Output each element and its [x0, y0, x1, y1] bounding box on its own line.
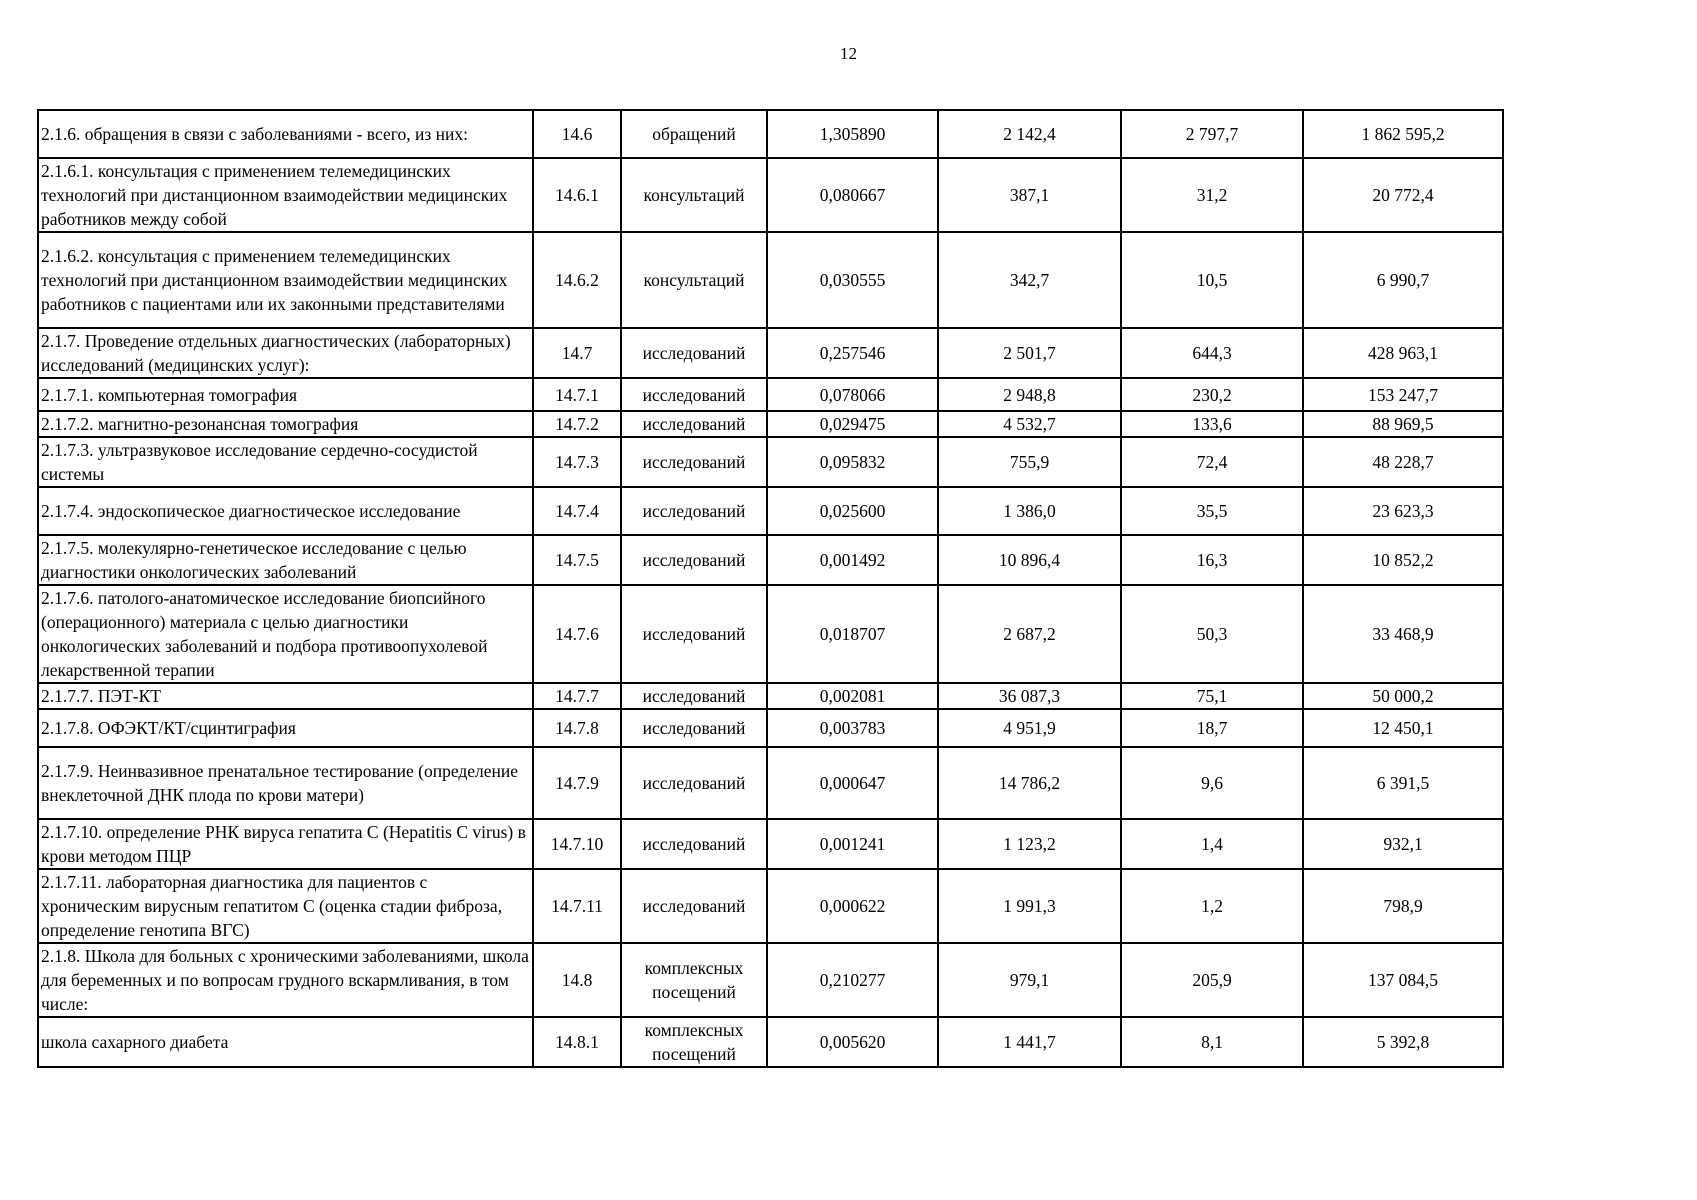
row-code-cell: 14.7.5	[533, 535, 621, 585]
row-value1-cell: 0,002081	[767, 683, 938, 709]
row-name-cell: 2.1.8. Школа для больных с хроническими заболеваниями, школа для беременных и по вопросам грудного вскармливания, в том числе:	[38, 943, 533, 1017]
row-unit-cell: исследований	[621, 535, 767, 585]
table-row	[38, 158, 1503, 232]
row-name-cell: 2.1.6. обращения в связи с заболеваниями - всего, из них:	[38, 110, 533, 158]
row-value4-cell: 1 862 595,2	[1303, 110, 1503, 158]
row-name-cell: 2.1.6.2. консультация с применением телемедицинских технологий при дистанционном взаимодействии медицинских работников с пациентами или их законными представителями	[38, 232, 533, 328]
row-unit-cell: исследований	[621, 487, 767, 535]
row-value4-cell: 428 963,1	[1303, 328, 1503, 378]
row-value3-cell: 133,6	[1121, 411, 1303, 437]
table-row	[38, 487, 1503, 535]
row-value1-cell: 0,078066	[767, 378, 938, 411]
row-name-cell: 2.1.7.1. компьютерная томография	[38, 378, 533, 411]
table-row	[38, 943, 1503, 1017]
row-value4-cell: 932,1	[1303, 819, 1503, 869]
row-code-cell: 14.7.4	[533, 487, 621, 535]
row-value2-cell: 1 386,0	[938, 487, 1121, 535]
row-value4-cell: 88 969,5	[1303, 411, 1503, 437]
row-unit-cell: консультаций	[621, 158, 767, 232]
row-value4-cell: 153 247,7	[1303, 378, 1503, 411]
row-name-cell: школа сахарного диабета	[38, 1017, 533, 1067]
row-value2-cell: 36 087,3	[938, 683, 1121, 709]
row-name-cell: 2.1.7.2. магнитно-резонансная томография	[38, 411, 533, 437]
row-code-cell: 14.7.2	[533, 411, 621, 437]
row-value1-cell: 0,001241	[767, 819, 938, 869]
row-unit-cell: исследований	[621, 819, 767, 869]
row-value3-cell: 50,3	[1121, 585, 1303, 683]
row-name-cell: 2.1.7.6. патолого-анатомическое исследование биопсийного (операционного) материала с целью диагностики онкологических заболеваний и подбора противоопухолевой лекарственной терапии	[38, 585, 533, 683]
row-value1-cell: 0,000622	[767, 869, 938, 943]
table-row	[38, 585, 1503, 683]
row-value2-cell: 387,1	[938, 158, 1121, 232]
row-value1-cell: 0,210277	[767, 943, 938, 1017]
row-value1-cell: 0,095832	[767, 437, 938, 487]
row-value1-cell: 0,003783	[767, 709, 938, 747]
row-unit-cell: исследований	[621, 378, 767, 411]
row-value4-cell: 798,9	[1303, 869, 1503, 943]
row-code-cell: 14.6.1	[533, 158, 621, 232]
row-value1-cell: 0,029475	[767, 411, 938, 437]
row-value3-cell: 10,5	[1121, 232, 1303, 328]
row-name-cell: 2.1.6.1. консультация с применением телемедицинских технологий при дистанционном взаимодействии медицинских работников между собой	[38, 158, 533, 232]
row-value1-cell: 0,001492	[767, 535, 938, 585]
row-value4-cell: 50 000,2	[1303, 683, 1503, 709]
row-value3-cell: 644,3	[1121, 328, 1303, 378]
row-value3-cell: 1,4	[1121, 819, 1303, 869]
row-value1-cell: 0,005620	[767, 1017, 938, 1067]
row-code-cell: 14.6.2	[533, 232, 621, 328]
row-code-cell: 14.7.7	[533, 683, 621, 709]
row-value3-cell: 31,2	[1121, 158, 1303, 232]
row-value1-cell: 0,080667	[767, 158, 938, 232]
table-row	[38, 437, 1503, 487]
row-name-cell: 2.1.7.8. ОФЭКТ/КТ/сцинтиграфия	[38, 709, 533, 747]
row-value4-cell: 137 084,5	[1303, 943, 1503, 1017]
row-value4-cell: 10 852,2	[1303, 535, 1503, 585]
row-value2-cell: 2 142,4	[938, 110, 1121, 158]
row-value4-cell: 5 392,8	[1303, 1017, 1503, 1067]
row-value1-cell: 0,000647	[767, 747, 938, 819]
row-value2-cell: 14 786,2	[938, 747, 1121, 819]
row-value2-cell: 2 948,8	[938, 378, 1121, 411]
row-value3-cell: 9,6	[1121, 747, 1303, 819]
table-row	[38, 683, 1503, 709]
row-code-cell: 14.8.1	[533, 1017, 621, 1067]
table-row	[38, 869, 1503, 943]
table-row	[38, 747, 1503, 819]
row-code-cell: 14.7.8	[533, 709, 621, 747]
row-code-cell: 14.7.3	[533, 437, 621, 487]
row-value1-cell: 0,018707	[767, 585, 938, 683]
row-code-cell: 14.7.11	[533, 869, 621, 943]
row-value1-cell: 0,030555	[767, 232, 938, 328]
row-name-cell: 2.1.7.7. ПЭТ-КТ	[38, 683, 533, 709]
row-value2-cell: 2 687,2	[938, 585, 1121, 683]
row-code-cell: 14.6	[533, 110, 621, 158]
row-unit-cell: исследований	[621, 709, 767, 747]
row-unit-cell: исследований	[621, 683, 767, 709]
table-row	[38, 110, 1503, 158]
row-code-cell: 14.7	[533, 328, 621, 378]
row-value2-cell: 2 501,7	[938, 328, 1121, 378]
table-row	[38, 232, 1503, 328]
row-value4-cell: 12 450,1	[1303, 709, 1503, 747]
row-name-cell: 2.1.7.10. определение РНК вируса гепатита С (Hepatitis C virus) в крови методом ПЦР	[38, 819, 533, 869]
row-value1-cell: 0,257546	[767, 328, 938, 378]
row-unit-cell: исследований	[621, 869, 767, 943]
row-name-cell: 2.1.7.9. Неинвазивное пренатальное тестирование (определение внеклеточной ДНК плода по крови матери)	[38, 747, 533, 819]
row-unit-cell: исследований	[621, 328, 767, 378]
row-value3-cell: 35,5	[1121, 487, 1303, 535]
row-unit-cell: исследований	[621, 411, 767, 437]
row-code-cell: 14.7.10	[533, 819, 621, 869]
table-row	[38, 535, 1503, 585]
row-name-cell: 2.1.7. Проведение отдельных диагностических (лабораторных) исследований (медицинских услуг):	[38, 328, 533, 378]
row-value2-cell: 1 123,2	[938, 819, 1121, 869]
row-value4-cell: 6 990,7	[1303, 232, 1503, 328]
row-value3-cell: 72,4	[1121, 437, 1303, 487]
row-value4-cell: 20 772,4	[1303, 158, 1503, 232]
data-table	[37, 109, 1504, 1068]
row-code-cell: 14.7.6	[533, 585, 621, 683]
row-code-cell: 14.7.1	[533, 378, 621, 411]
row-value2-cell: 342,7	[938, 232, 1121, 328]
row-value3-cell: 16,3	[1121, 535, 1303, 585]
row-value2-cell: 979,1	[938, 943, 1121, 1017]
row-unit-cell: консультаций	[621, 232, 767, 328]
row-value1-cell: 0,025600	[767, 487, 938, 535]
row-name-cell: 2.1.7.11. лабораторная диагностика для пациентов с хроническим вирусным гепатитом С (оценка стадии фиброза, определение генотипа ВГС)	[38, 869, 533, 943]
row-name-cell: 2.1.7.3. ультразвуковое исследование сердечно-сосудистой системы	[38, 437, 533, 487]
row-code-cell: 14.8	[533, 943, 621, 1017]
row-unit-cell: комплексных посещений	[621, 943, 767, 1017]
row-name-cell: 2.1.7.5. молекулярно-генетическое исследование с целью диагностики онкологических заболеваний	[38, 535, 533, 585]
row-unit-cell: исследований	[621, 437, 767, 487]
row-unit-cell: комплексных посещений	[621, 1017, 767, 1067]
row-value3-cell: 205,9	[1121, 943, 1303, 1017]
table-row	[38, 378, 1503, 411]
table-row	[38, 819, 1503, 869]
row-value2-cell: 755,9	[938, 437, 1121, 487]
row-value3-cell: 75,1	[1121, 683, 1303, 709]
row-value4-cell: 6 391,5	[1303, 747, 1503, 819]
row-value4-cell: 48 228,7	[1303, 437, 1503, 487]
table-row	[38, 411, 1503, 437]
row-value3-cell: 230,2	[1121, 378, 1303, 411]
row-name-cell: 2.1.7.4. эндоскопическое диагностическое исследование	[38, 487, 533, 535]
row-code-cell: 14.7.9	[533, 747, 621, 819]
row-value2-cell: 10 896,4	[938, 535, 1121, 585]
row-value4-cell: 33 468,9	[1303, 585, 1503, 683]
table-row	[38, 1017, 1503, 1067]
table-row	[38, 328, 1503, 378]
row-value3-cell: 8,1	[1121, 1017, 1303, 1067]
row-value2-cell: 1 441,7	[938, 1017, 1121, 1067]
row-value4-cell: 23 623,3	[1303, 487, 1503, 535]
row-value3-cell: 2 797,7	[1121, 110, 1303, 158]
row-unit-cell: исследований	[621, 747, 767, 819]
row-value2-cell: 4 532,7	[938, 411, 1121, 437]
row-value2-cell: 1 991,3	[938, 869, 1121, 943]
table-row	[38, 709, 1503, 747]
row-value1-cell: 1,305890	[767, 110, 938, 158]
row-value2-cell: 4 951,9	[938, 709, 1121, 747]
row-value3-cell: 1,2	[1121, 869, 1303, 943]
row-unit-cell: обращений	[621, 110, 767, 158]
row-value3-cell: 18,7	[1121, 709, 1303, 747]
page-number: 12	[840, 44, 857, 63]
row-unit-cell: исследований	[621, 585, 767, 683]
